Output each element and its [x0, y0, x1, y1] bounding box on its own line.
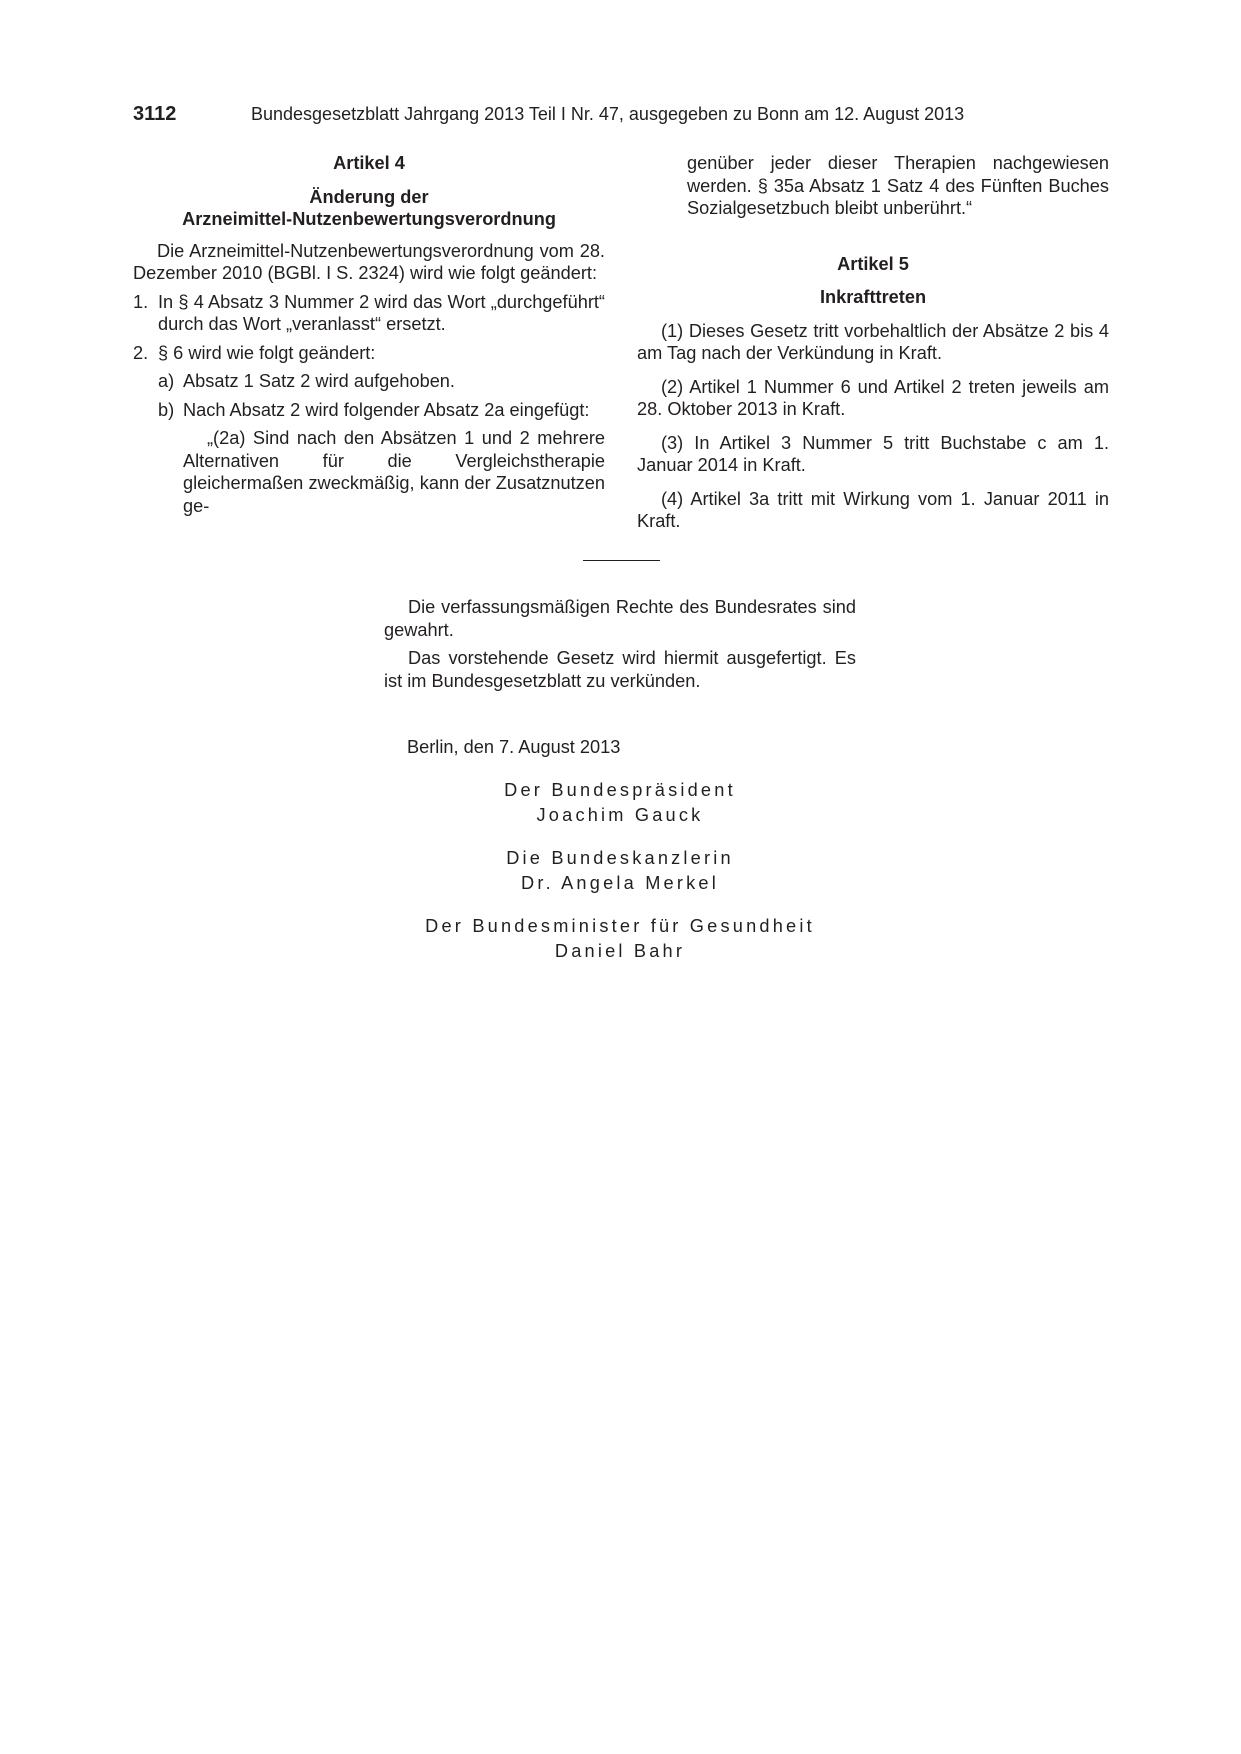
page-header	[133, 101, 1113, 127]
signature-block	[384, 914, 856, 963]
article5-subheading: Inkrafttreten	[819, 287, 927, 307]
quoted-paragraph-continuation: genüber jeder dieser Therapien nachgewiesen werden. § 35a Absatz 1 Satz 4 des Fünften Buches Sozialgesetzbuch bleibt unberührt.“	[687, 153, 1109, 218]
gazette-title: Bundesgesetzblatt Jahrgang 2013 Teil I Nr. 47, ausgegeben zu Bonn am 12. August 2013	[251, 104, 965, 124]
signature-block	[384, 778, 856, 827]
closing-paragraph-1: Die verfassungsmäßigen Rechte des Bundesrates sind gewahrt.	[384, 597, 856, 640]
signatory-title: Die Bundeskanzlerin	[506, 848, 734, 868]
item-text: § 6 wird wie folgt geändert:	[158, 342, 376, 363]
signatory-name: Joachim Gauck	[536, 804, 704, 825]
article4-subheading-line1: Änderung der	[309, 186, 429, 207]
closing-paragraph-2: Das vorstehende Gesetz wird hiermit ausgefertigt. Es ist im Bundesgesetzblatt zu verkünden.	[384, 648, 856, 691]
article5-paragraph-3: (3) In Artikel 3 Nummer 5 tritt Buchstabe c am 1. Januar 2014 in Kraft.	[637, 432, 1109, 475]
item-text: Absatz 1 Satz 2 wird aufgehoben.	[183, 371, 455, 391]
article5-paragraph-4: (4) Artikel 3a tritt mit Wirkung vom 1. Januar 2011 in Kraft.	[637, 488, 1109, 531]
article4-subheading-line2: Arzneimittel-Nutzenbewertungsverordnung	[182, 209, 556, 229]
signatory-name: Daniel Bahr	[554, 940, 686, 961]
item-text: Nach Absatz 2 wird folgender Absatz 2a eingefügt:	[183, 399, 590, 420]
sub-list-item	[133, 370, 605, 393]
item-text: In § 4 Absatz 3 Nummer 2 wird das Wort „durchgeführt“ durch das Wort „veranlasst“ ersetzt.	[158, 291, 605, 334]
right-column	[637, 152, 1109, 533]
quoted-paragraph-2a: „(2a) Sind nach den Absätzen 1 und 2 mehrere Alternativen für die Vergleichstherapie gleichermaßen zweckmäßig, kann der Zusatznutzen ge-	[183, 428, 605, 516]
item-letter: b)	[158, 399, 175, 420]
item-letter: a)	[158, 371, 175, 391]
item-number: 2.	[133, 342, 149, 363]
article4-heading: Artikel 4	[333, 153, 405, 173]
left-column	[133, 152, 605, 517]
article5-paragraph-2: (2) Artikel 1 Nummer 6 und Artikel 2 treten jeweils am 28. Oktober 2013 in Kraft.	[637, 376, 1109, 419]
list-item	[133, 342, 605, 365]
place-and-date: Berlin, den 7. August 2013	[407, 737, 621, 757]
signatory-name: Dr. Angela Merkel	[521, 872, 719, 893]
article4-intro: Die Arzneimittel-Nutzenbewertungsverordnung vom 28. Dezember 2010 (BGBl. I S. 2324) wird wie folgt geändert:	[133, 240, 605, 283]
article5-paragraph-1: (1) Dieses Gesetz tritt vorbehaltlich der Absätze 2 bis 4 am Tag nach der Verkündung in Kraft.	[637, 320, 1109, 363]
signatory-title: Der Bundespräsident	[504, 780, 736, 800]
closing-formula	[384, 596, 856, 692]
signatory-title: Der Bundesminister für Gesundheit	[425, 916, 815, 936]
sub-list-item	[133, 399, 605, 422]
list-item	[133, 291, 605, 336]
item-number: 1.	[133, 291, 149, 312]
page-number: 3112	[133, 103, 177, 125]
signature-block	[384, 846, 856, 895]
separator-line	[583, 560, 660, 561]
article5-heading: Artikel 5	[837, 253, 909, 274]
